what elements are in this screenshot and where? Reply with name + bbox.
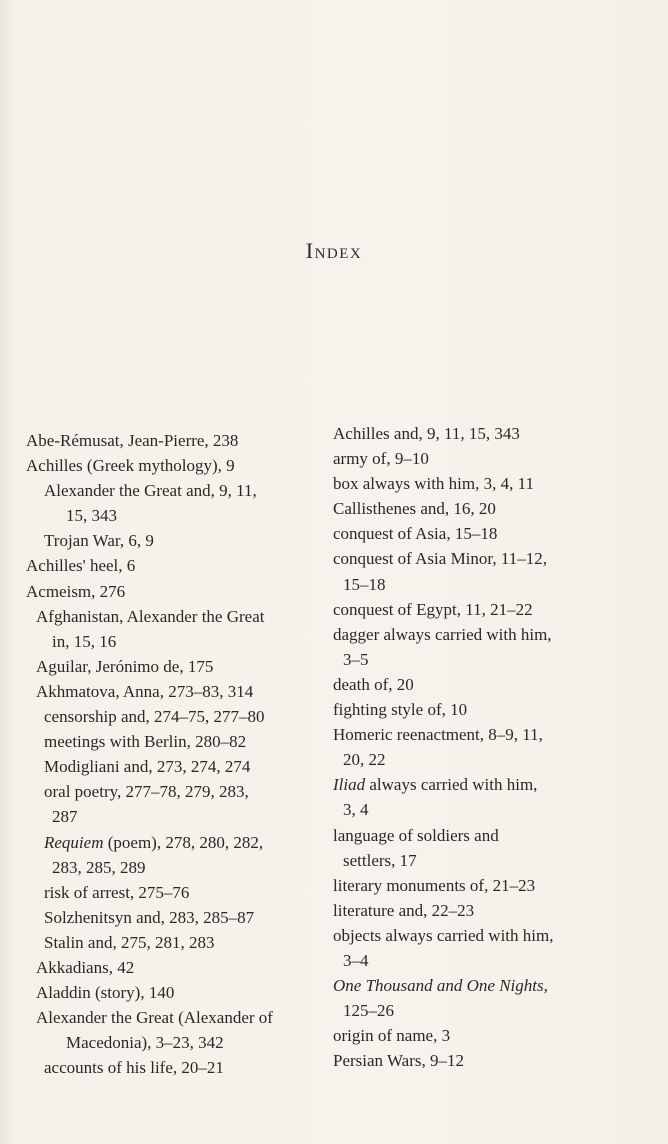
index-entry-title-text: One Thousand and One Nights, [333,976,548,996]
index-entry-text: Modigliani and, 273, 274, 274 [44,757,251,777]
index-entry-text: conquest of Asia, 15–18 [333,524,498,544]
index-entry [333,546,653,571]
index-entry [26,1055,326,1080]
index-entry [333,572,653,597]
index-entry-text: language of soldiers and [333,825,499,845]
index-entry [26,704,326,729]
index-entry [333,998,653,1023]
index-entry [333,421,653,446]
index-entry-text: accounts of his life, 20–21 [44,1058,224,1078]
index-entry [333,722,653,747]
index-entry-text: Aladdin (story), 140 [36,983,175,1003]
index-entry-text: Akhmatova, Anna, 273–83, 314 [36,681,254,701]
index-entry [26,679,326,704]
index-entry-text: literary monuments of, 21–23 [333,875,536,895]
index-entry [333,948,653,973]
index-entry [26,880,326,905]
index-entry [26,478,326,503]
index-entry-text: 20, 22 [343,750,386,770]
index-entry [333,747,653,772]
index-entry [333,1023,653,1048]
index-entry-text: Alexander the Great (Alexander of [36,1008,273,1028]
index-entry [333,647,653,672]
index-entry-text: death of, 20 [333,674,414,694]
index-entry-text: in, 15, 16 [52,631,117,651]
index-entry-text: Akkadians, 42 [36,957,135,977]
index-entry-text: oral poetry, 277–78, 279, 283, [44,782,249,802]
index-entry-text: origin of name, 3 [333,1026,451,1046]
index-entry [26,503,326,528]
index-entry [26,428,326,453]
index-entry-text: Acmeism, 276 [26,581,126,601]
index-entry [26,830,326,855]
index-entry-text: Achilles (Greek mythology), 9 [26,456,235,476]
index-entry [26,604,326,629]
index-entry-text: objects always carried with him, [333,925,554,945]
index-entry-text: Callisthenes and, 16, 20 [333,499,496,519]
index-entry [333,521,653,546]
index-entry [333,446,653,471]
index-entry-text: Trojan War, 6, 9 [44,531,154,551]
index-entry [26,905,326,930]
index-entry-text: censorship and, 274–75, 277–80 [44,707,265,727]
index-entry-text: 3–4 [343,950,369,970]
index-entry-text: always carried with him, [365,775,538,795]
index-entry-text: Abe-Rémusat, Jean-Pierre, 238 [26,431,239,450]
index-entry-text: Achilles and, 9, 11, 15, 343 [333,424,520,443]
index-entry [333,1048,653,1073]
index-entry-text: 287 [52,807,78,827]
index-column-right [333,421,653,1073]
index-entry-title-text: Iliad [333,775,366,795]
index-entry-text: dagger always carried with him, [333,624,552,644]
index-entry [333,496,653,521]
index-entry-text: literature and, 22–23 [333,900,475,920]
index-entry [333,923,653,948]
index-entry [26,629,326,654]
index-entry-text: risk of arrest, 275–76 [44,882,190,902]
page-title: Index [305,238,363,263]
index-entry [333,848,653,873]
index-entry [333,471,653,496]
index-entry-text: conquest of Egypt, 11, 21–22 [333,599,533,619]
index-entry-text: fighting style of, 10 [333,700,468,720]
index-entry-text: 125–26 [343,1001,394,1021]
index-entry-text: Persian Wars, 9–12 [333,1051,464,1071]
index-entry [26,980,326,1005]
index-entry-text: 15–18 [343,574,386,594]
index-entry [333,873,653,898]
index-entry [26,553,326,578]
index-column-left [26,428,326,1080]
index-entry-text: Homeric reenactment, 8–9, 11, [333,725,543,745]
index-entry-text: meetings with Berlin, 280–82 [44,732,247,752]
index-entry-text: 3, 4 [343,800,369,820]
index-entry-text: conquest of Asia Minor, 11–12, [333,549,548,569]
index-entry [333,772,653,797]
index-entry [26,1005,326,1030]
index-entry [26,654,326,679]
index-entry-text: (poem), 278, 280, 282, [103,832,264,852]
index-entry-text: box always with him, 3, 4, 11 [333,474,534,494]
index-entry [26,779,326,804]
index-entry-text: army of, 9–10 [333,449,429,469]
index-entry-title-text: Requiem [44,832,104,852]
index-entry [333,823,653,848]
index-entry [26,855,326,880]
index-entry-text: settlers, 17 [343,850,417,870]
index-entry [26,930,326,955]
index-entry-text: Alexander the Great and, 9, 11, [44,481,257,501]
index-entry [333,672,653,697]
index-entry [333,622,653,647]
index-entry-text: Aguilar, Jerónimo de, 175 [36,656,214,676]
index-entry [26,955,326,980]
index-entry [333,697,653,722]
index-entry [26,729,326,754]
index-entry [333,898,653,923]
index-entry-text: 283, 285, 289 [52,857,146,877]
index-entry-text: Achilles' heel, 6 [26,556,136,576]
index-entry [333,973,653,998]
index-entry [26,754,326,779]
index-entry-text: Solzhenitsyn and, 283, 285–87 [44,907,255,927]
index-entry [26,804,326,829]
index-entry-text: Afghanistan, Alexander the Great [36,606,265,626]
index-entry [26,453,326,478]
index-entry-text: Macedonia), 3–23, 342 [66,1033,224,1053]
index-entry [26,579,326,604]
index-entry [26,1030,326,1055]
index-entry [333,597,653,622]
index-entry-text: 15, 343 [66,506,117,526]
index-entry [333,797,653,822]
index-entry [26,528,326,553]
index-entry-text: Stalin and, 275, 281, 283 [44,932,215,952]
index-entry-text: 3–5 [343,649,369,669]
